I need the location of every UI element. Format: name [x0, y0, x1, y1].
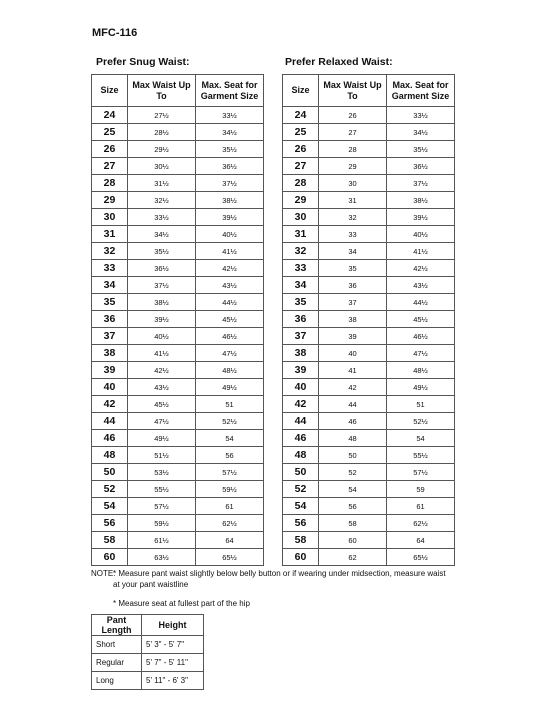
max-seat-cell: 35½	[196, 141, 264, 158]
size-cell: 26	[283, 141, 319, 158]
table-row	[283, 464, 455, 481]
max-seat-cell: 61	[387, 498, 455, 515]
header-max-waist: Max Waist Up To	[319, 75, 387, 107]
table-row	[283, 277, 455, 294]
table-row	[283, 141, 455, 158]
max-seat-cell: 36½	[387, 158, 455, 175]
size-cell: 48	[283, 447, 319, 464]
max-seat-cell: 45½	[196, 311, 264, 328]
max-seat-cell: 48½	[387, 362, 455, 379]
snug-waist-body	[92, 107, 264, 566]
pant-length-cell: Long	[92, 672, 142, 690]
size-cell: 32	[92, 243, 128, 260]
table-row	[283, 413, 455, 430]
size-cell: 39	[92, 362, 128, 379]
height-range-cell: 5' 11" - 6' 3"	[142, 672, 204, 690]
max-waist-cell: 59½	[128, 515, 196, 532]
max-waist-cell: 41½	[128, 345, 196, 362]
max-waist-cell: 63½	[128, 549, 196, 566]
max-seat-cell: 52½	[196, 413, 264, 430]
max-seat-cell: 54	[387, 430, 455, 447]
table-row	[283, 532, 455, 549]
size-cell: 31	[92, 226, 128, 243]
table-row	[92, 430, 264, 447]
table-row	[92, 345, 264, 362]
max-waist-cell: 40½	[128, 328, 196, 345]
table-row	[92, 481, 264, 498]
size-cell: 40	[92, 379, 128, 396]
height-range-cell: 5' 7" - 5' 11"	[142, 654, 204, 672]
table-row	[92, 532, 264, 549]
table-row	[92, 447, 264, 464]
size-cell: 26	[92, 141, 128, 158]
table-row	[283, 481, 455, 498]
size-cell: 58	[92, 532, 128, 549]
note-label: NOTE:	[91, 569, 116, 578]
max-waist-cell: 43½	[128, 379, 196, 396]
max-waist-cell: 51½	[128, 447, 196, 464]
table-row	[92, 311, 264, 328]
table-row	[92, 175, 264, 192]
size-cell: 39	[283, 362, 319, 379]
size-cell: 38	[283, 345, 319, 362]
table-header-row	[283, 75, 455, 107]
max-seat-cell: 59	[387, 481, 455, 498]
max-waist-cell: 38	[319, 311, 387, 328]
header-max-seat: Max. Seat for Garment Size	[196, 75, 264, 107]
table-row	[283, 379, 455, 396]
max-waist-cell: 36½	[128, 260, 196, 277]
table-row	[92, 107, 264, 124]
table-row	[92, 226, 264, 243]
max-seat-cell: 39½	[387, 209, 455, 226]
table-row	[283, 311, 455, 328]
max-waist-cell: 38½	[128, 294, 196, 311]
max-seat-cell: 39½	[196, 209, 264, 226]
max-waist-cell: 31½	[128, 175, 196, 192]
max-seat-cell: 62½	[387, 515, 455, 532]
header-max-seat: Max. Seat for Garment Size	[387, 75, 455, 107]
max-waist-cell: 46	[319, 413, 387, 430]
table-row	[283, 345, 455, 362]
table-row	[283, 124, 455, 141]
max-seat-cell: 33½	[196, 107, 264, 124]
max-seat-cell: 55½	[387, 447, 455, 464]
size-cell: 46	[283, 430, 319, 447]
table-row	[283, 362, 455, 379]
max-waist-cell: 48	[319, 430, 387, 447]
table-row	[283, 175, 455, 192]
pant-length-row	[92, 654, 204, 672]
max-waist-cell: 41	[319, 362, 387, 379]
size-cell: 52	[92, 481, 128, 498]
max-seat-cell: 54	[196, 430, 264, 447]
relaxed-waist-table	[282, 74, 455, 566]
max-waist-cell: 42	[319, 379, 387, 396]
size-cell: 42	[283, 396, 319, 413]
max-seat-cell: 35½	[387, 141, 455, 158]
note-waist: * Measure pant waist slightly below belly button or if wearing under midsection, measure waist at your pant waistline	[113, 569, 446, 589]
max-waist-cell: 39	[319, 328, 387, 345]
max-waist-cell: 31	[319, 192, 387, 209]
max-waist-cell: 30½	[128, 158, 196, 175]
max-waist-cell: 37½	[128, 277, 196, 294]
table-row	[283, 243, 455, 260]
max-seat-cell: 65½	[387, 549, 455, 566]
header-size: Size	[283, 75, 319, 107]
max-seat-cell: 36½	[196, 158, 264, 175]
max-seat-cell: 34½	[387, 124, 455, 141]
snug-waist-title: Prefer Snug Waist:	[96, 56, 190, 68]
size-cell: 32	[283, 243, 319, 260]
header-size: Size	[92, 75, 128, 107]
max-waist-cell: 37	[319, 294, 387, 311]
table-row	[283, 430, 455, 447]
max-waist-cell: 52	[319, 464, 387, 481]
max-waist-cell: 30	[319, 175, 387, 192]
max-waist-cell: 32½	[128, 192, 196, 209]
pant-length-row	[92, 672, 204, 690]
table-row	[92, 549, 264, 566]
max-waist-cell: 27½	[128, 107, 196, 124]
size-cell: 50	[283, 464, 319, 481]
max-seat-cell: 59½	[196, 481, 264, 498]
size-cell: 58	[283, 532, 319, 549]
max-waist-cell: 57½	[128, 498, 196, 515]
max-waist-cell: 26	[319, 107, 387, 124]
max-seat-cell: 64	[387, 532, 455, 549]
size-cell: 33	[92, 260, 128, 277]
table-row	[283, 260, 455, 277]
max-seat-cell: 61	[196, 498, 264, 515]
max-waist-cell: 61½	[128, 532, 196, 549]
size-cell: 30	[92, 209, 128, 226]
size-cell: 35	[92, 294, 128, 311]
table-row	[283, 498, 455, 515]
size-cell: 60	[92, 549, 128, 566]
size-cell: 52	[283, 481, 319, 498]
max-seat-cell: 37½	[387, 175, 455, 192]
table-row	[283, 328, 455, 345]
table-row	[92, 515, 264, 532]
max-waist-cell: 62	[319, 549, 387, 566]
size-cell: 33	[283, 260, 319, 277]
table-row	[92, 192, 264, 209]
table-row	[92, 124, 264, 141]
max-seat-cell: 42½	[196, 260, 264, 277]
max-waist-cell: 33½	[128, 209, 196, 226]
max-seat-cell: 49½	[196, 379, 264, 396]
max-seat-cell: 38½	[387, 192, 455, 209]
max-seat-cell: 37½	[196, 175, 264, 192]
snug-waist-table	[91, 74, 264, 566]
document-code: MFC-116	[92, 27, 138, 39]
size-cell: 37	[283, 328, 319, 345]
max-seat-cell: 41½	[387, 243, 455, 260]
table-row	[92, 328, 264, 345]
size-cell: 36	[92, 311, 128, 328]
max-waist-cell: 55½	[128, 481, 196, 498]
size-cell: 27	[283, 158, 319, 175]
table-row	[92, 209, 264, 226]
max-waist-cell: 47½	[128, 413, 196, 430]
max-seat-cell: 65½	[196, 549, 264, 566]
height-range-cell: 5' 3" - 5' 7"	[142, 636, 204, 654]
max-waist-cell: 32	[319, 209, 387, 226]
max-waist-cell: 36	[319, 277, 387, 294]
max-seat-cell: 38½	[196, 192, 264, 209]
max-waist-cell: 40	[319, 345, 387, 362]
table-row	[92, 396, 264, 413]
size-cell: 34	[92, 277, 128, 294]
max-seat-cell: 52½	[387, 413, 455, 430]
pant-length-cell: Short	[92, 636, 142, 654]
size-cell: 30	[283, 209, 319, 226]
max-waist-cell: 49½	[128, 430, 196, 447]
size-cell: 31	[283, 226, 319, 243]
size-cell: 40	[283, 379, 319, 396]
max-waist-cell: 58	[319, 515, 387, 532]
max-waist-cell: 39½	[128, 311, 196, 328]
table-row	[283, 192, 455, 209]
max-seat-cell: 46½	[196, 328, 264, 345]
max-waist-cell: 35	[319, 260, 387, 277]
table-row	[283, 107, 455, 124]
max-waist-cell: 56	[319, 498, 387, 515]
table-row	[92, 362, 264, 379]
max-waist-cell: 27	[319, 124, 387, 141]
max-seat-cell: 62½	[196, 515, 264, 532]
size-cell: 36	[283, 311, 319, 328]
size-cell: 34	[283, 277, 319, 294]
pant-length-table	[91, 614, 204, 690]
max-waist-cell: 50	[319, 447, 387, 464]
size-cell: 27	[92, 158, 128, 175]
max-seat-cell: 40½	[196, 226, 264, 243]
max-seat-cell: 47½	[387, 345, 455, 362]
size-cell: 56	[92, 515, 128, 532]
note-seat: * Measure seat at fullest part of the hip	[113, 599, 250, 608]
size-cell: 28	[283, 175, 319, 192]
max-waist-cell: 60	[319, 532, 387, 549]
relaxed-waist-title: Prefer Relaxed Waist:	[285, 56, 393, 68]
size-cell: 24	[92, 107, 128, 124]
header-height: Height	[142, 615, 204, 636]
size-cell: 28	[92, 175, 128, 192]
relaxed-waist-body	[283, 107, 455, 566]
size-cell: 37	[92, 328, 128, 345]
table-row	[92, 498, 264, 515]
max-seat-cell: 47½	[196, 345, 264, 362]
size-cell: 24	[283, 107, 319, 124]
max-waist-cell: 44	[319, 396, 387, 413]
max-waist-cell: 42½	[128, 362, 196, 379]
size-cell: 56	[283, 515, 319, 532]
max-seat-cell: 44½	[387, 294, 455, 311]
max-seat-cell: 46½	[387, 328, 455, 345]
max-waist-cell: 29	[319, 158, 387, 175]
size-cell: 48	[92, 447, 128, 464]
size-cell: 54	[283, 498, 319, 515]
max-seat-cell: 34½	[196, 124, 264, 141]
size-cell: 25	[283, 124, 319, 141]
max-seat-cell: 33½	[387, 107, 455, 124]
size-cell: 46	[92, 430, 128, 447]
max-seat-cell: 49½	[387, 379, 455, 396]
max-waist-cell: 28	[319, 141, 387, 158]
size-cell: 44	[283, 413, 319, 430]
header-pant-length: Pant Length	[92, 615, 142, 636]
max-seat-cell: 48½	[196, 362, 264, 379]
table-row	[92, 243, 264, 260]
table-row	[283, 294, 455, 311]
max-waist-cell: 34	[319, 243, 387, 260]
table-header-row	[92, 75, 264, 107]
max-seat-cell: 41½	[196, 243, 264, 260]
max-seat-cell: 44½	[196, 294, 264, 311]
table-row	[92, 379, 264, 396]
size-cell: 42	[92, 396, 128, 413]
max-seat-cell: 51	[387, 396, 455, 413]
max-seat-cell: 40½	[387, 226, 455, 243]
max-waist-cell: 53½	[128, 464, 196, 481]
size-cell: 60	[283, 549, 319, 566]
table-row	[92, 294, 264, 311]
table-row	[92, 158, 264, 175]
table-row	[283, 549, 455, 566]
max-seat-cell: 56	[196, 447, 264, 464]
pant-length-row	[92, 636, 204, 654]
header-max-waist: Max Waist Up To	[128, 75, 196, 107]
max-waist-cell: 45½	[128, 396, 196, 413]
table-row	[283, 226, 455, 243]
table-row	[92, 141, 264, 158]
size-cell: 35	[283, 294, 319, 311]
pant-length-header-row	[92, 615, 204, 636]
table-row	[283, 447, 455, 464]
max-waist-cell: 28½	[128, 124, 196, 141]
size-cell: 44	[92, 413, 128, 430]
table-row	[283, 396, 455, 413]
max-seat-cell: 43½	[387, 277, 455, 294]
max-seat-cell: 45½	[387, 311, 455, 328]
size-cell: 25	[92, 124, 128, 141]
max-waist-cell: 54	[319, 481, 387, 498]
table-row	[283, 158, 455, 175]
table-row	[92, 413, 264, 430]
table-row	[92, 260, 264, 277]
table-row	[283, 515, 455, 532]
table-row	[92, 464, 264, 481]
max-seat-cell: 57½	[387, 464, 455, 481]
size-cell: 29	[92, 192, 128, 209]
max-waist-cell: 29½	[128, 141, 196, 158]
max-seat-cell: 64	[196, 532, 264, 549]
size-cell: 29	[283, 192, 319, 209]
max-waist-cell: 33	[319, 226, 387, 243]
max-waist-cell: 34½	[128, 226, 196, 243]
max-waist-cell: 35½	[128, 243, 196, 260]
max-seat-cell: 57½	[196, 464, 264, 481]
size-cell: 38	[92, 345, 128, 362]
table-row	[92, 277, 264, 294]
max-seat-cell: 43½	[196, 277, 264, 294]
size-cell: 54	[92, 498, 128, 515]
table-row	[283, 209, 455, 226]
max-seat-cell: 42½	[387, 260, 455, 277]
size-cell: 50	[92, 464, 128, 481]
pant-length-cell: Regular	[92, 654, 142, 672]
max-seat-cell: 51	[196, 396, 264, 413]
